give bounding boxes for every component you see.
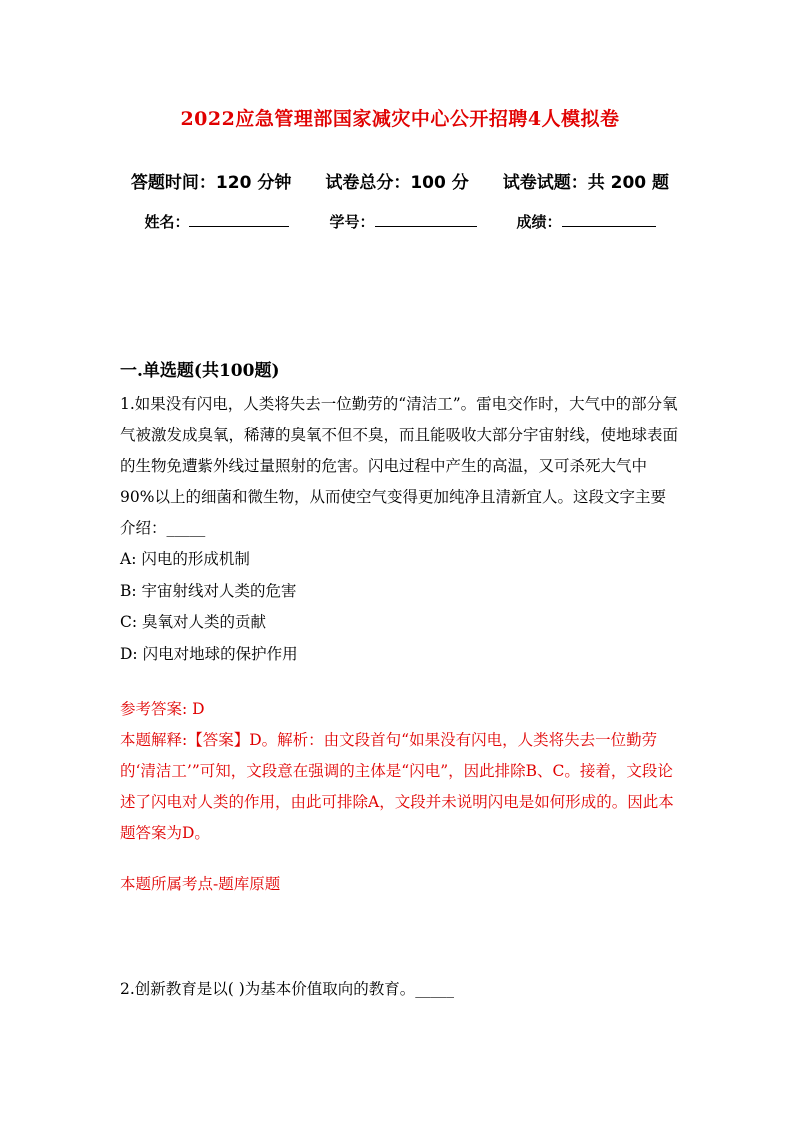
question-2-stem: 2.创新教育是以( )为基本价值取向的教育。_____ [120,980,455,998]
exam-title: 2022应急管理部国家减灾中心公开招聘4人模拟卷 [180,108,620,130]
grade-label: 成绩： [516,213,562,231]
exam-time: 答题时间：120 分钟 [130,173,292,193]
question-1-answer: 参考答案: D [120,700,205,718]
grade-blank [562,210,656,227]
id-blank [375,210,477,227]
exam-info-row [0,168,800,193]
grade-field [517,210,656,232]
question-1-knowledge-point: 本题所属考点-题库原题 [120,875,281,893]
exam-content [120,356,680,1005]
question-1-option-b: B: 宇宙射线对人类的危害 [120,581,297,600]
exam-total-score: 试卷总分：100 分 [325,173,469,193]
name-blank [189,210,289,227]
question-1-option-c: C: 臭氧对人类的贡献 [120,613,267,631]
name-field [144,210,289,232]
section-title: 一.单选题(共100题) [120,361,280,381]
student-info-row [0,210,800,232]
question-1-option-d: D: 闪电对地球的保护作用 [120,644,298,663]
question-1-explanation: 本题解释:【答案】D。解析：由文段首句“如果没有闪电，人类将失去一位勤劳的‘清洁工’”可知，文段意在强调的主体是“闪电”，因此排除B、C。接着，文段论述了闪电对人类的作用，由此可排除A，文段并未说明闪电是如何形成的。因此本题答案为D。 [120,731,674,842]
question-1-option-a: A: 闪电的形成机制 [120,550,250,568]
question-1-stem: 1.如果没有闪电，人类将失去一位勤劳的“清洁工”。雷电交作时，大气中的部分氧气被激发成臭氧，稀薄的臭氧不但不臭，而且能吸收大部分宇宙射线，使地球表面的生物免遭紫外线过量照射的危害。闪电过程中产生的高温，又可杀死大气中90%以上的细菌和微生物，从而使空气变得更加纯净且清新宜人。这段文字主要介绍：_____ [120,395,679,537]
id-field [329,210,476,232]
exam-question-count: 试卷试题：共 200 题 [502,173,670,193]
id-label: 学号： [329,213,375,231]
name-label: 姓名： [144,213,190,231]
